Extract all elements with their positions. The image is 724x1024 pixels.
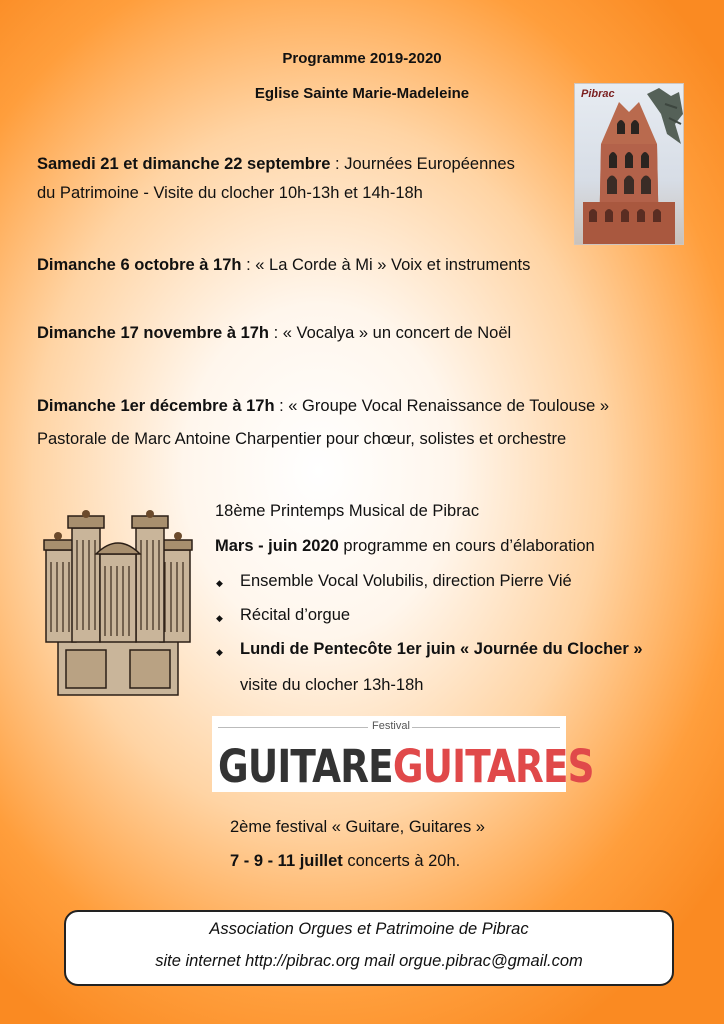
- church-photo-caption: Pibrac: [581, 88, 615, 100]
- event-4: [37, 397, 609, 416]
- event-3: [37, 324, 511, 343]
- festival-logo-small: Festival: [372, 720, 410, 732]
- festival-dates: [230, 852, 460, 871]
- printemps-item-2: Récital d’orgue: [240, 606, 351, 624]
- event-2: [37, 256, 530, 275]
- festival-logo-wordmark: [218, 740, 594, 793]
- festival-logo: [212, 716, 594, 793]
- event-4-text: : « Groupe Vocal Renaissance de Toulouse »: [274, 397, 610, 415]
- footer-contact: site internet http://pibrac.org mail orgue.pibrac@gmail.com: [155, 952, 583, 970]
- bullet-icon: ◆: [216, 613, 223, 623]
- footer-association: Association Orgues et Patrimoine de Pibrac: [209, 920, 529, 938]
- event-3-text: : « Vocalya » un concert de Noël: [269, 324, 512, 342]
- event-1: [37, 155, 515, 174]
- printemps-dates-text: programme en cours d’élaboration: [338, 537, 595, 555]
- page-title: Programme 2019-2020: [282, 50, 442, 67]
- festival-dates-text: concerts à 20h.: [342, 852, 461, 870]
- event-1-text: : Journées Européennes: [330, 155, 515, 173]
- event-1-line2: du Patrimoine - Visite du clocher 10h-13h et 14h-18h: [37, 184, 423, 202]
- event-1-date: Samedi 21 et dimanche 22 septembre: [37, 155, 331, 173]
- event-3-date: Dimanche 17 novembre à 17h: [37, 324, 270, 342]
- bullet-icon: ◆: [216, 578, 223, 588]
- logo-rule: [412, 727, 560, 728]
- festival-dates-bold: 7 - 9 - 11 juillet: [230, 852, 343, 870]
- bell-tower-image: [575, 84, 683, 244]
- bullet-icon: ◆: [216, 647, 223, 657]
- printemps-dates-bold: Mars - juin 2020: [215, 537, 339, 555]
- printemps-item-1: Ensemble Vocal Volubilis, direction Pierre Vié: [240, 572, 572, 590]
- logo-rule: [218, 727, 368, 728]
- event-2-date: Dimanche 6 octobre à 17h: [37, 256, 242, 274]
- printemps-item-3-sub: visite du clocher 13h-18h: [240, 676, 424, 694]
- festival-logo-word-1: GUITARE: [218, 740, 393, 793]
- festival-title: 2ème festival « Guitare, Guitares »: [230, 818, 485, 836]
- printemps-item-3: Lundi de Pentecôte 1er juin « Journée du Clocher »: [240, 640, 643, 658]
- printemps-dates: [215, 537, 595, 556]
- festival-logo-word-2: GUITARES: [392, 740, 594, 793]
- event-2-text: : « La Corde à Mi » Voix et instruments: [241, 256, 531, 274]
- pipe-organ-image: [38, 510, 198, 700]
- organ-illustration: [38, 510, 198, 700]
- event-4-date: Dimanche 1er décembre à 17h: [37, 397, 275, 415]
- church-photo: [574, 83, 684, 245]
- printemps-title: 18ème Printemps Musical de Pibrac: [215, 502, 480, 520]
- church-heading: Eglise Sainte Marie-Madeleine: [254, 85, 470, 102]
- event-4-line2: Pastorale de Marc Antoine Charpentier pour chœur, solistes et orchestre: [37, 430, 567, 448]
- footer-box: [64, 910, 674, 986]
